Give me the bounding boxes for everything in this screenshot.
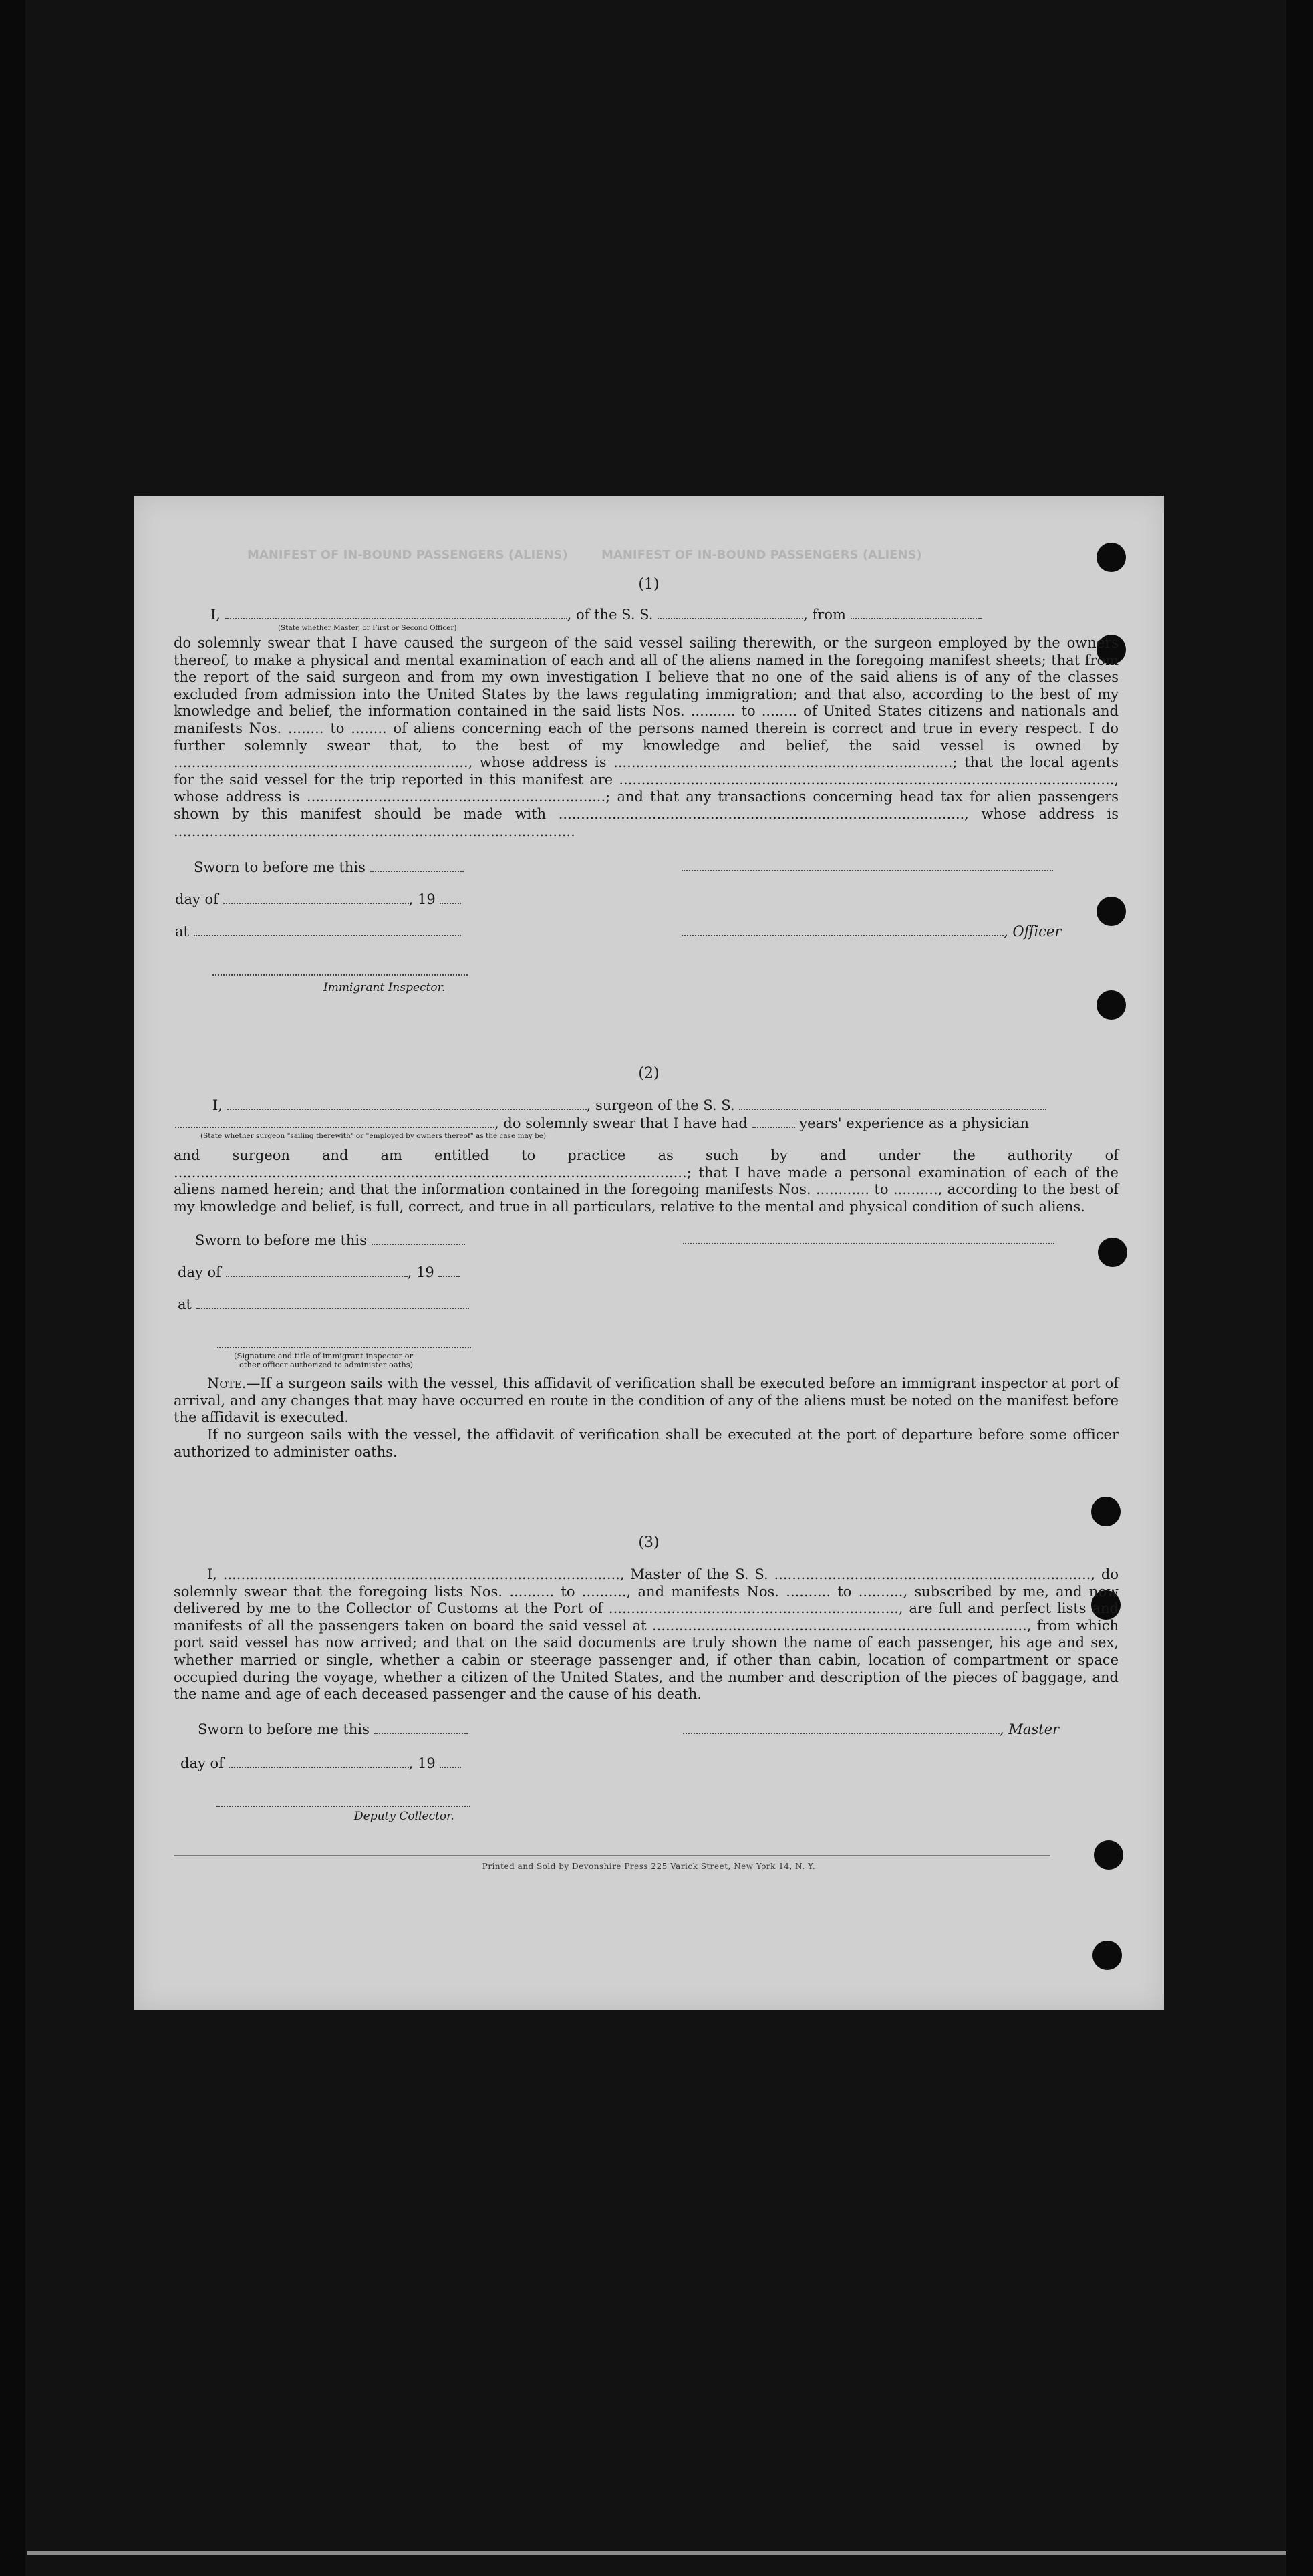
section-3-body: I, ........................................................................................., Master of the S. S. ......................................................................., do solemnly swear that the foregoing lists Nos. .......... to .........., and manifests Nos. .......... to .........., subscribed by me, and now delivered by me to the Collector of Customs at the Port of ................................................................., are full and perfect lists and manifests of all the passengers taken on board the said vessel at ...................................................................................., from which port said vessel has now arrived; and that on the said documents are truly shown the name of each passenger, his age and sex, whether married or single, whether a cabin or steerage passenger and, if other than cabin, location of compartment or space occupied during the voyage, whether a citizen of the United States, and the number and description of the pieces of baggage, and the name and age of each deceased passenger and the cause of his death. [174,1566,1119,1703]
vessel-name-field[interactable] [658,607,803,619]
sworn-line-2 [195,1232,465,1248]
note-label: Note. [207,1375,247,1391]
bleed-through-header-right: MANIFEST OF IN-BOUND PASSENGERS (ALIENS) [601,548,922,562]
section-2-heading: (2) [638,1065,660,1082]
surgeon-name-field[interactable] [227,1098,587,1110]
from-label: , from [803,607,846,623]
master-signature-line [683,1721,1059,1737]
inspector-signature-line-2[interactable] [217,1347,471,1348]
inspector-label: Immigrant Inspector. [323,981,446,994]
sworn-label: Sworn to before me this [194,859,366,875]
section-1-body: do solemnly swear that I have caused the surgeon of the said vessel sailing therewith, or the surgeon employed by the owners thereof, to make a physical and mental examination of each and all of the aliens named in the foregoing manifest sheets; that from the report of the said surgeon and from my own investigation I believe that no one of the said aliens is of any of the classes excluded from admission into the United States by the laws regulating immigration; and that also, according to the best of my knowledge and belief, the information contained in the said lists Nos. .......... to ........ of United States citizens and nationals and manifests Nos. ........ to ........ of aliens concerning each of the persons named therein is correct and true in every respect. I do further solemnly swear that, to the best of my knowledge and belief, the said vessel is owned by .................................................................., whose address is ............................................................................; that the local agents for the said vessel for the trip reported in this manifest are ..............................................................................................................., whose address is ...................................................................; and that any transactions concerning head tax for alien passengers shown by this manifest should be made with ..........................................................................................., whose address is .......................................................................................... [174,635,1119,839]
day-line-2 [178,1264,460,1280]
day-line-1 [175,891,461,907]
master-signature-field[interactable] [683,1722,1000,1734]
scan-left-edge [0,0,25,2576]
year-label: , 19 [408,891,436,907]
note-paragraph [174,1375,1119,1427]
sworn-line-1 [194,859,464,875]
of-ss-label: , of the S. S. [567,607,653,623]
day-of-label-2: day of [178,1264,221,1280]
sig-caption-2: other officer authorized to administer oaths) [239,1360,414,1369]
section-1-heading: (1) [638,576,660,593]
sworn-line-3 [198,1721,468,1737]
officer-label: , Officer [1004,923,1062,940]
punch-hole [1097,897,1126,926]
bleed-through-header-left: MANIFEST OF IN-BOUND PASSENGERS (ALIENS) [247,548,568,562]
years-field[interactable] [752,1116,795,1128]
printer-imprint: Printed and Sold by Devonshire Press 225 Varick Street, New York 14, N. Y. [482,1862,816,1871]
sworn-label-3: Sworn to before me this [198,1721,370,1737]
year-label-3: , 19 [408,1755,436,1771]
note-paragraph-2: If no surgeon sails with the vessel, the affidavit of verification shall be executed at the port of departure before some officer authorized to administer oaths. [174,1427,1119,1460]
section-3-heading: (3) [638,1534,660,1551]
section-2-line-1 [212,1097,1046,1113]
month-field-2[interactable] [226,1265,408,1277]
at-line-2 [178,1296,469,1312]
swear-label: , do solemnly swear that I have had [494,1115,748,1131]
at-place-field-2[interactable] [196,1297,469,1309]
inspector-signature-line[interactable] [212,974,468,976]
sworn-label-2: Sworn to before me this [195,1232,367,1248]
surgeon-signature-line[interactable] [683,1243,1054,1244]
sworn-day-field-3[interactable] [374,1722,468,1734]
scan-right-edge [1286,0,1313,2576]
surgeon-caption: (State whether surgeon "sailing therewith" or "employed by owners thereof" as the case may be) [200,1132,547,1140]
month-field-1[interactable] [223,892,409,904]
punch-hole [1097,990,1126,1020]
officer-signature-field[interactable] [682,924,1004,936]
punch-hole [1097,543,1126,572]
year-field-2[interactable] [438,1265,460,1277]
year-field-3[interactable] [440,1756,461,1768]
sworn-day-field[interactable] [370,860,464,872]
manifest-page [134,496,1164,2010]
at-label-2: at [178,1296,192,1312]
collector-signature-line[interactable] [216,1806,470,1807]
punch-hole [1092,1941,1122,1970]
year-field-1[interactable] [440,892,461,904]
signature-line-1[interactable] [682,870,1053,871]
day-of-label-3: day of [180,1755,224,1771]
master-label: , Master [1000,1721,1060,1737]
punch-hole [1091,1497,1121,1526]
month-field-3[interactable] [229,1756,409,1768]
sig-caption-1: (Signature and title of immigrant inspector or [234,1351,414,1361]
section-1-line-1 [210,607,982,623]
from-port-field[interactable] [851,607,982,619]
section-2-line-2 [175,1115,1029,1131]
officer-caption: (State whether Master, or First or Second Officer) [278,624,457,632]
year-label-2: , 19 [407,1264,434,1280]
i-label-2: I, [212,1097,223,1113]
at-line-1 [175,923,461,940]
section-2-body: and surgeon and am entitled to practice as such by and under the authority of ...................................................................................................................; that I have made a personal examination of each of the aliens named herein; and that the information contained in the foregoing manifests Nos. ............ to .........., according to the best of my knowledge and belief, is full, correct, and true in all particulars, relative to the mental and physical condition of such aliens. [174,1147,1119,1215]
surgeon-vessel-field[interactable] [739,1098,1046,1110]
at-place-field-1[interactable] [194,924,461,936]
surgeon-status-field[interactable] [175,1116,494,1128]
deputy-label: Deputy Collector. [354,1810,454,1823]
surgeon-of-ss-label: , surgeon of the S. S. [586,1097,735,1113]
officer-signature-line [682,923,1061,940]
at-label: at [175,923,189,940]
punch-hole [1098,1238,1127,1267]
scan-bottom-rule [27,2551,1286,2555]
officer-name-field[interactable] [225,607,567,619]
day-line-3 [180,1755,461,1771]
footer-rule [174,1855,1050,1856]
years-label: years' experience as a physician [799,1115,1030,1131]
note-text: —If a surgeon sails with the vessel, this affidavit of verification shall be executed before an immigrant inspector at port of arrival, and any changes that may have occurred en route in the condition of any of the aliens must be noted on the manifest before the affidavit is executed. [174,1375,1119,1426]
day-of-label: day of [175,891,218,907]
sworn-day-field-2[interactable] [372,1233,465,1245]
i-label: I, [210,607,221,623]
